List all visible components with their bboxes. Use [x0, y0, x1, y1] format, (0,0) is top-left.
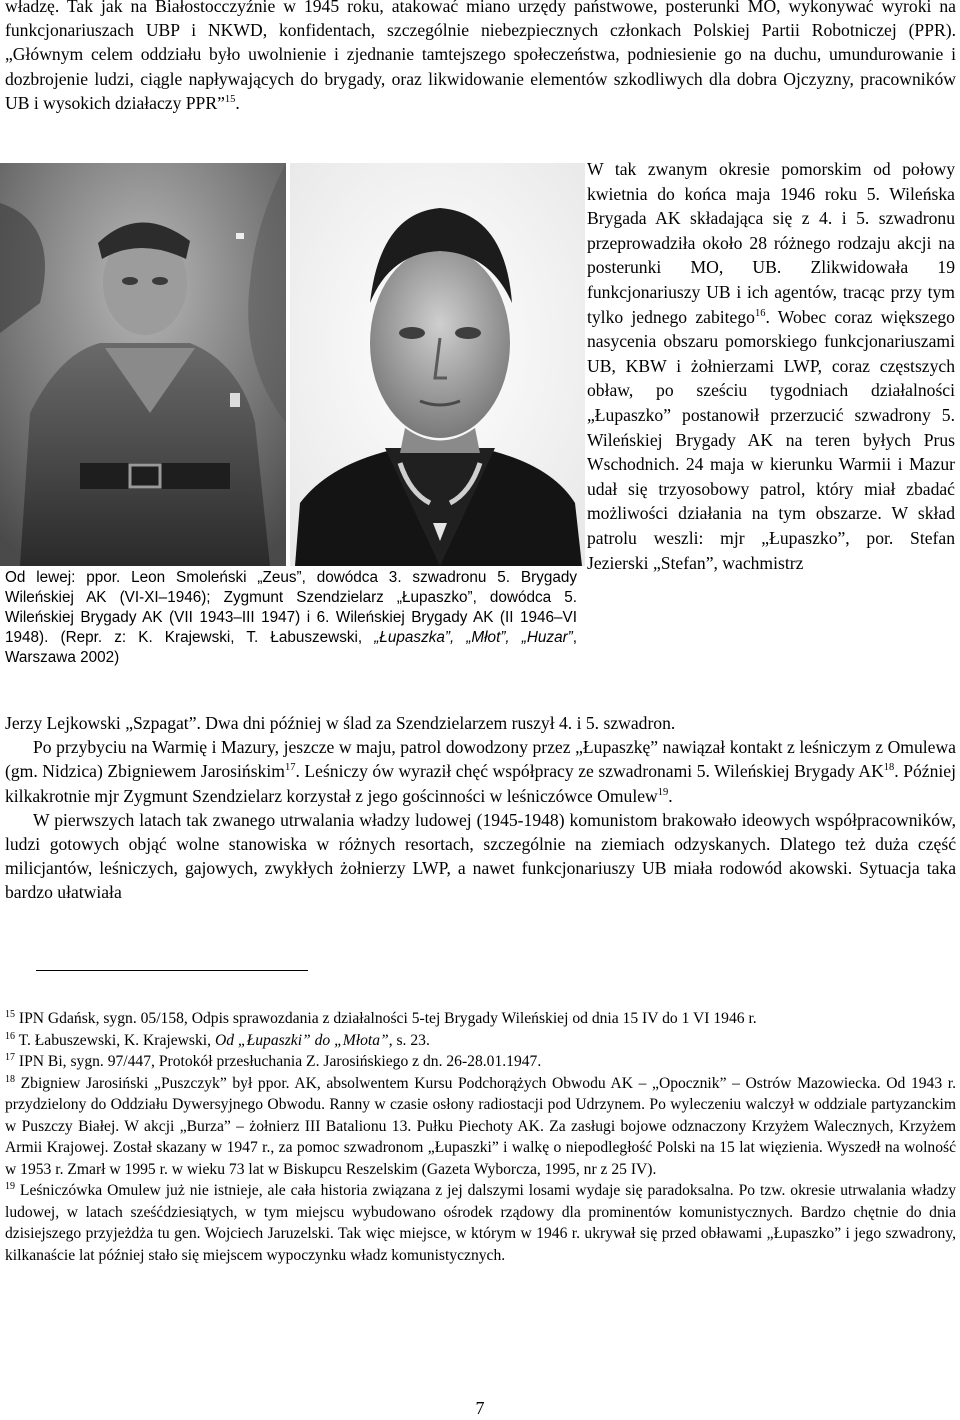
paragraph-text: . Leśniczy ów wyraził chęć współpracy ze szwadronami 5. Wileńskiej Brygady AK: [295, 761, 884, 782]
footnote-book-title: Od „Łupaszki” do „Młota”: [214, 1031, 389, 1049]
footnote-18: [5, 1073, 956, 1181]
footnote-text: IPN Bi, sygn. 97/447, Protokół przesłuchania Z. Jarosińskiego z dn. 26-28.01.1947.: [15, 1053, 542, 1070]
paragraph-top: [5, 0, 956, 115]
footnote-text: T. Łabuszewski, K. Krajewski,: [15, 1031, 215, 1049]
caption-book-title: „Łupaszka”, „Młot”, „Huzar”: [374, 629, 573, 646]
photo-pair: [0, 163, 585, 566]
footnotes: [5, 1008, 956, 1266]
page-number: 7: [475, 1398, 485, 1418]
footnote-text: Zbigniew Jarosiński „Puszczyk” był ppor. AK, absolwentem Kursu Podchorążych Obwodu AK – „Opocznik” – Ostrów Mazowiecka. Od 1943 r. przydzielony do Oddziału Dywersyjnego Obwodu. Ranny w czasie osłony radiostacji pod Udrzynem. Po wyleczeniu walczył w oddziale partyzanckim w Puszczy Białej. W akcji „Burza” – żołnierz III Batalionu 13. Pułku Piechoty AK. Za zasługi bojowe odznaczony Krzyżem Walecznych, Krzyżem Armii Krajowej. Został skazany w 1947 r., za pomoc szwadronom „Łupaszki” i walkę o niepodległość Polski na 15 lat więzienia. Wyszedł na wolność w 1953 r. Zmarł w 1995 r. w wieku 73 lat w Biskupcu Reszelskim (Gazeta Wyborcza, 1995, nr z 25 IV).: [5, 1074, 956, 1178]
footnote-number: 16: [5, 1030, 15, 1042]
caption-text: Od lewej: ppor. Leon Smoleński „Zeus”, dowódca 3. szwadronu 5. Brygady Wileńskiej AK (VI-XI–1946); Zygmunt Szendzielarz „Łupaszko”, dowódca 5. Wileńskiej Brygady AK (VII 1943–III 1947) i 6. Wileńskiej Brygady AK (II 1946–VI 1948). (Repr. z: K. Krajewski, T. Łabuszewski,: [5, 569, 577, 646]
footnote-divider: [36, 970, 308, 971]
paragraph-text: .: [668, 785, 673, 806]
paragraph-bottom: [5, 711, 956, 905]
footnote-15: [5, 1008, 956, 1030]
footnote-text: , s. 23.: [388, 1031, 430, 1049]
footnote-number: 18: [5, 1073, 15, 1085]
footnote-16: [5, 1030, 956, 1052]
photo-right-lupaszko: [290, 163, 585, 566]
footnote-ref-18[interactable]: 18: [883, 762, 895, 774]
footnote-number: 19: [5, 1180, 15, 1192]
paragraph-text: . Później kilkakrotnie mjr Zygmunt Szendzielarz korzystał z jego gościnności w leśniczówce Omulew: [5, 761, 956, 806]
paragraph-text: .: [235, 92, 240, 113]
footnote-text: Leśniczówka Omulew już nie istnieje, ale cała historia związana z jej dalszymi losami wydaje się paradoksalna. Po tzw. okresie utrwalania władzy ludowej, w latach sześćdziesiątych, w tym miejscu wybudowano ośrodek rządowy dla prominentów komunistycznych. Bardzo chętnie do dnia dzisiejszego przyjeżdża tu gen. Wojciech Jaruzelski. Tak więc miejsce, w którym w 1946 r. ukrywał się przed obławami „Łupaszko” i jego szwadrony, kilkanaście lat później stało się miejscem wypoczynku władz komunistycznych.: [5, 1182, 956, 1264]
paragraph-text: W tak zwanym okresie pomorskim od połowy kwietnia do końca maja 1946 roku 5. Wileńska Brygada AK składająca się z 4. i 5. szwadronu przeprowadziła około 28 różnego rodzaju akcji na posterunki MO, UB. Zlikwidowała 19 funkcjonariuszy UB i ich agentów, tracąc przy tym tylko jednego zabitego: [587, 159, 955, 327]
photo-caption: [5, 568, 577, 668]
footnote-text: IPN Gdańsk, sygn. 05/158, Odpis sprawozdania z działalności 5-tej Brygady Wileńskiej od dnia 15 IV do 1 VI 1946 r.: [15, 1010, 757, 1027]
paragraph-text: władzę. Tak jak na Białostocczyźnie w 1945 roku, atakować miano urzędy państwowe, posterunki MO, wykonywać wyroki na funkcjonariuszach UBP i NKWD, konfidentach, szczególnie niebezpiecznych członkach Polskiej Partii Robotniczej (PPR). „Głównym celem oddziału było uwolnienie i zjednanie tamtejszego społeczeństwa, podniesienie go na duchu, umundurowanie i dozbrojenie ludzi, ciągle napływających do brygady, oraz likwidowanie elementów szkodliwych dla dobra Ojczyzny, pracowników UB i wysokich działaczy PPR”: [5, 0, 956, 113]
paragraph-continuation: Jerzy Lejkowski „Szpagat”. Dwa dni później w ślad za Szendzielarzem ruszył 4. i 5. szwadron.: [5, 713, 676, 733]
footnote-ref-15[interactable]: 15: [224, 93, 236, 105]
footnote-ref-16[interactable]: 16: [754, 307, 766, 319]
footnote-19: [5, 1180, 956, 1266]
footnote-ref-19[interactable]: 19: [657, 786, 669, 798]
footnote-number: 17: [5, 1051, 15, 1063]
right-column-text: [587, 157, 955, 575]
footnote-number: 15: [5, 1008, 15, 1020]
footnote-17: [5, 1051, 956, 1073]
paragraph-warmia: [5, 735, 956, 808]
photo-left-zeus: [0, 163, 286, 566]
footnote-ref-17[interactable]: 17: [284, 762, 296, 774]
paragraph-text: Po przybyciu na Warmię i Mazury, jeszcze w maju, patrol dowodzony przez „Łupaszkę” nawiązał kontakt z leśniczym z Omulewa (gm. Nidzica) Zbigniewem Jarosińskim: [5, 737, 956, 782]
paragraph-text: . Wobec coraz większego nasycenia obszaru pomorskiego funkcjonariuszami UB, KBW i żołnierzami LWP, coraz częstszych obław, po sześciu tygodniach działalności „Łupaszko” postanowił przerzucić szwadrony 5. Wileńskiej Brygady AK na teren byłych Prus Wschodnich. 24 maja w kierunku Warmii i Mazur udał się trzyosobowy patrol, który miał zbadać możliwości działania na tym obszarze. W skład patrolu weszli: mjr „Łupaszko”, por. Stefan Jezierski „Stefan”, wachmistrz: [587, 306, 955, 573]
paragraph-first-years: W pierwszych latach tak zwanego utrwalania władzy ludowej (1945-1948) komunistom brakowało ideowych współpracowników, ludzi gotowych objąć wolne stanowiska w różnych resortach, szczególnie na ziemiach odzyskanych. Dlatego też duża część milicjantów, leśniczych, gajowych, zwykłych żołnierzy LWP, a nawet funkcjonariuszy UB miała rodowód akowski. Sytuacja taka bardzo ułatwiała: [5, 809, 956, 903]
caption-text: , Warszawa 2002): [5, 629, 578, 666]
